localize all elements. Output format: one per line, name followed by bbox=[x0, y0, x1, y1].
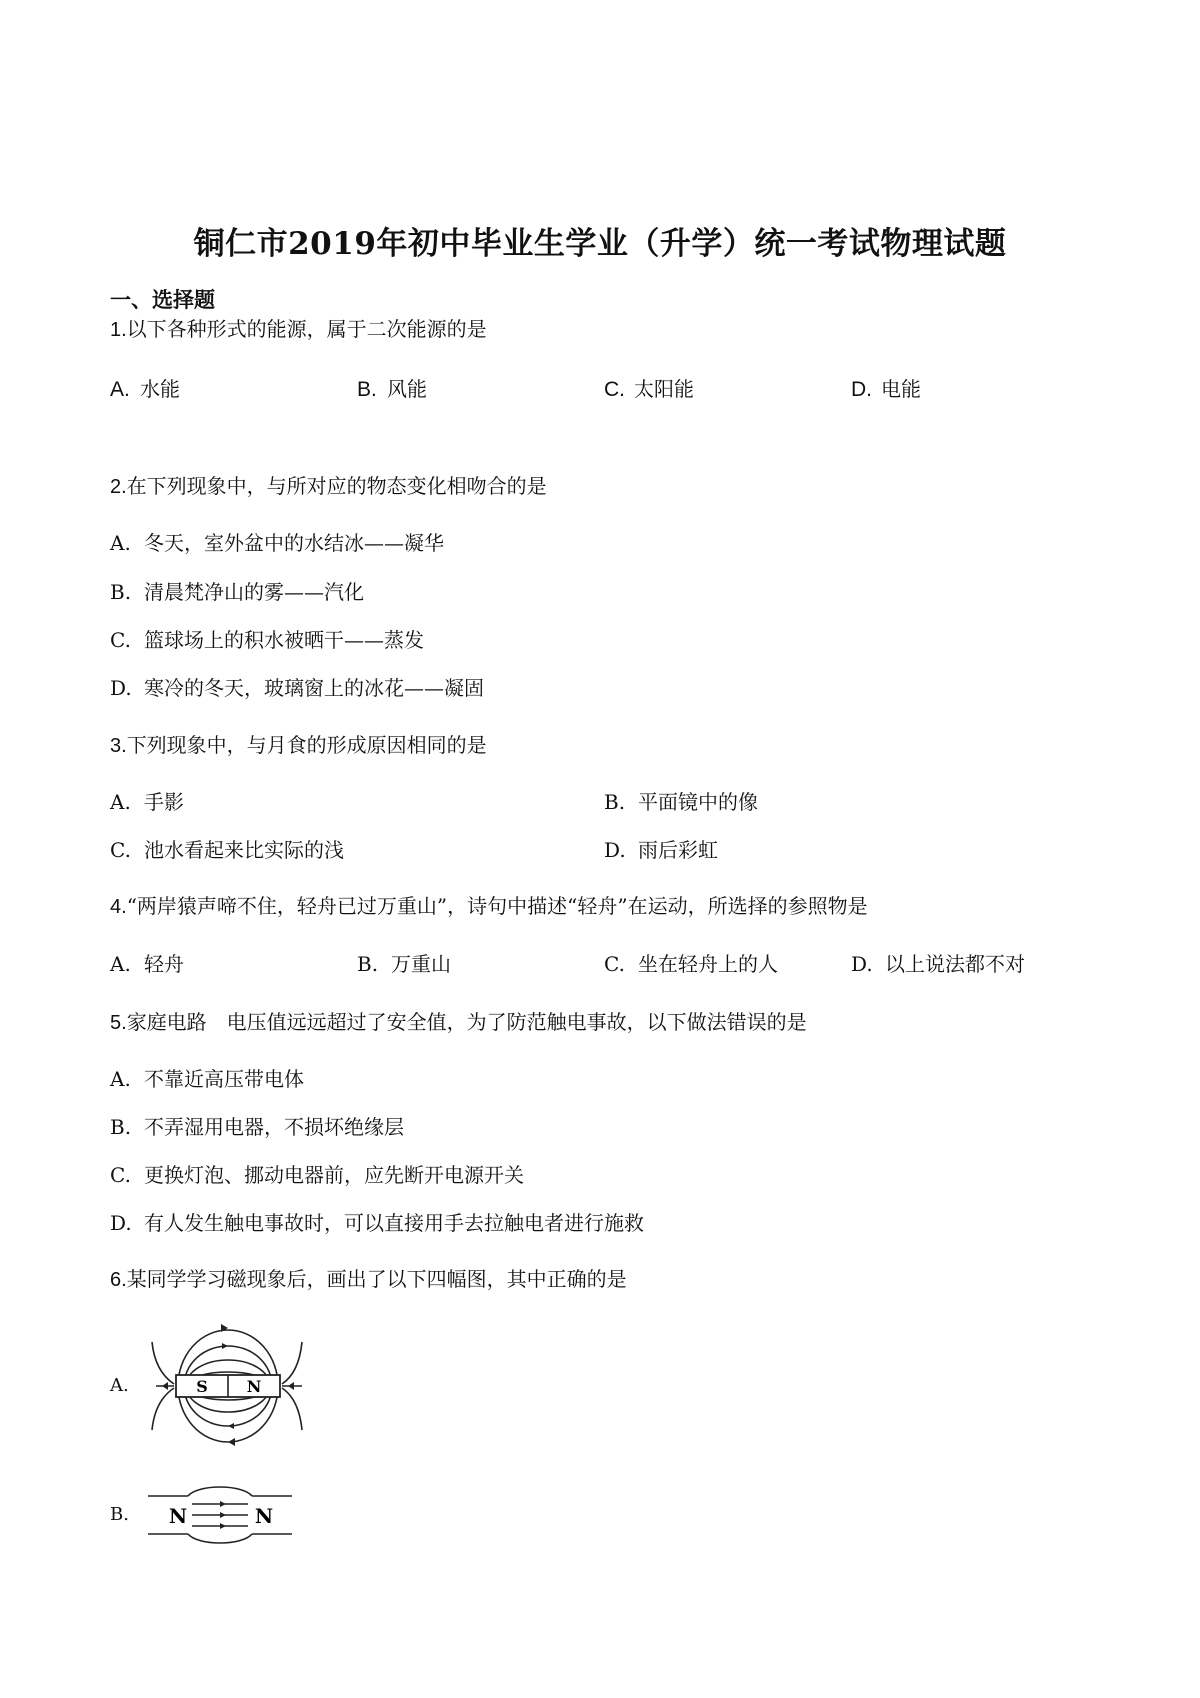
question-number: 1. bbox=[110, 319, 127, 341]
option-5a: A. 不靠近高压带电体 bbox=[110, 1067, 304, 1091]
question-6 bbox=[110, 1263, 627, 1292]
option-4c: C. 坐在轻舟上的人 bbox=[604, 952, 778, 976]
question-number: 3. bbox=[110, 735, 127, 757]
section-heading: 一、选择题 bbox=[110, 288, 215, 312]
option-3b: B. 平面镜中的像 bbox=[604, 790, 758, 814]
option-5d: D. 有人发生触电事故时，可以直接用手去拉触电者进行施救 bbox=[110, 1211, 644, 1235]
option-5c: C. 更换灯泡、挪动电器前，应先断开电源开关 bbox=[110, 1163, 524, 1187]
option-1b: B. 风能 bbox=[357, 377, 427, 401]
question-text: 家庭电路 电压值远远超过了安全值，为了防范触电事故，以下做法错误的是 bbox=[126, 1010, 807, 1034]
magnet-field-diagram-a bbox=[148, 1318, 308, 1454]
question-1 bbox=[110, 313, 487, 342]
option-6a-label: A. bbox=[110, 1375, 129, 1396]
question-number: 4. bbox=[110, 896, 127, 918]
question-number: 2. bbox=[110, 476, 127, 498]
magnet-pole-label: N bbox=[246, 1377, 262, 1396]
question-number: 5. bbox=[110, 1012, 127, 1034]
question-text: “两岸猿声啼不住，轻舟已过万重山”，诗句中描述“轻舟”在运动，所选择的参照物是 bbox=[126, 894, 868, 918]
question-text: 以下各种形式的能源，属于二次能源的是 bbox=[126, 317, 487, 341]
magnet-pole-label: N bbox=[254, 1504, 274, 1528]
option-2c: C. 篮球场上的积水被晒干——蒸发 bbox=[110, 628, 424, 652]
option-2d: D. 寒冷的冬天，玻璃窗上的冰花——凝固 bbox=[110, 676, 484, 700]
question-2 bbox=[110, 470, 547, 499]
option-1a: A. 水能 bbox=[110, 377, 180, 401]
option-4b: B. 万重山 bbox=[357, 952, 451, 976]
question-4 bbox=[110, 890, 868, 919]
question-3 bbox=[110, 729, 487, 758]
option-4a: A. 轻舟 bbox=[110, 952, 184, 976]
option-6b-label: B. bbox=[110, 1504, 129, 1525]
question-text: 下列现象中，与月食的形成原因相同的是 bbox=[126, 733, 487, 757]
magnet-field-diagram-b bbox=[148, 1484, 298, 1546]
magnet-pole-label: S bbox=[196, 1377, 208, 1396]
question-text: 在下列现象中，与所对应的物态变化相吻合的是 bbox=[126, 474, 547, 498]
page-title: 铜仁市2019年初中毕业生学业（升学）统一考试物理试题 bbox=[193, 226, 1007, 262]
option-3c: C. 池水看起来比实际的浅 bbox=[110, 838, 344, 862]
option-2a: A. 冬天，室外盆中的水结冰——凝华 bbox=[110, 531, 444, 555]
option-1d: D. 电能 bbox=[851, 377, 921, 401]
question-text: 某同学学习磁现象后，画出了以下四幅图，其中正确的是 bbox=[126, 1267, 627, 1291]
option-1c: C. 太阳能 bbox=[604, 377, 694, 401]
option-2b: B. 清晨梵净山的雾——汽化 bbox=[110, 580, 364, 604]
question-5 bbox=[110, 1006, 807, 1035]
option-5b: B. 不弄湿用电器，不损坏绝缘层 bbox=[110, 1115, 404, 1139]
option-3a: A. 手影 bbox=[110, 790, 184, 814]
option-3d: D. 雨后彩虹 bbox=[604, 838, 718, 862]
magnet-pole-label: N bbox=[168, 1504, 188, 1528]
option-4d: D. 以上说法都不对 bbox=[851, 952, 1025, 976]
question-number: 6. bbox=[110, 1269, 127, 1291]
